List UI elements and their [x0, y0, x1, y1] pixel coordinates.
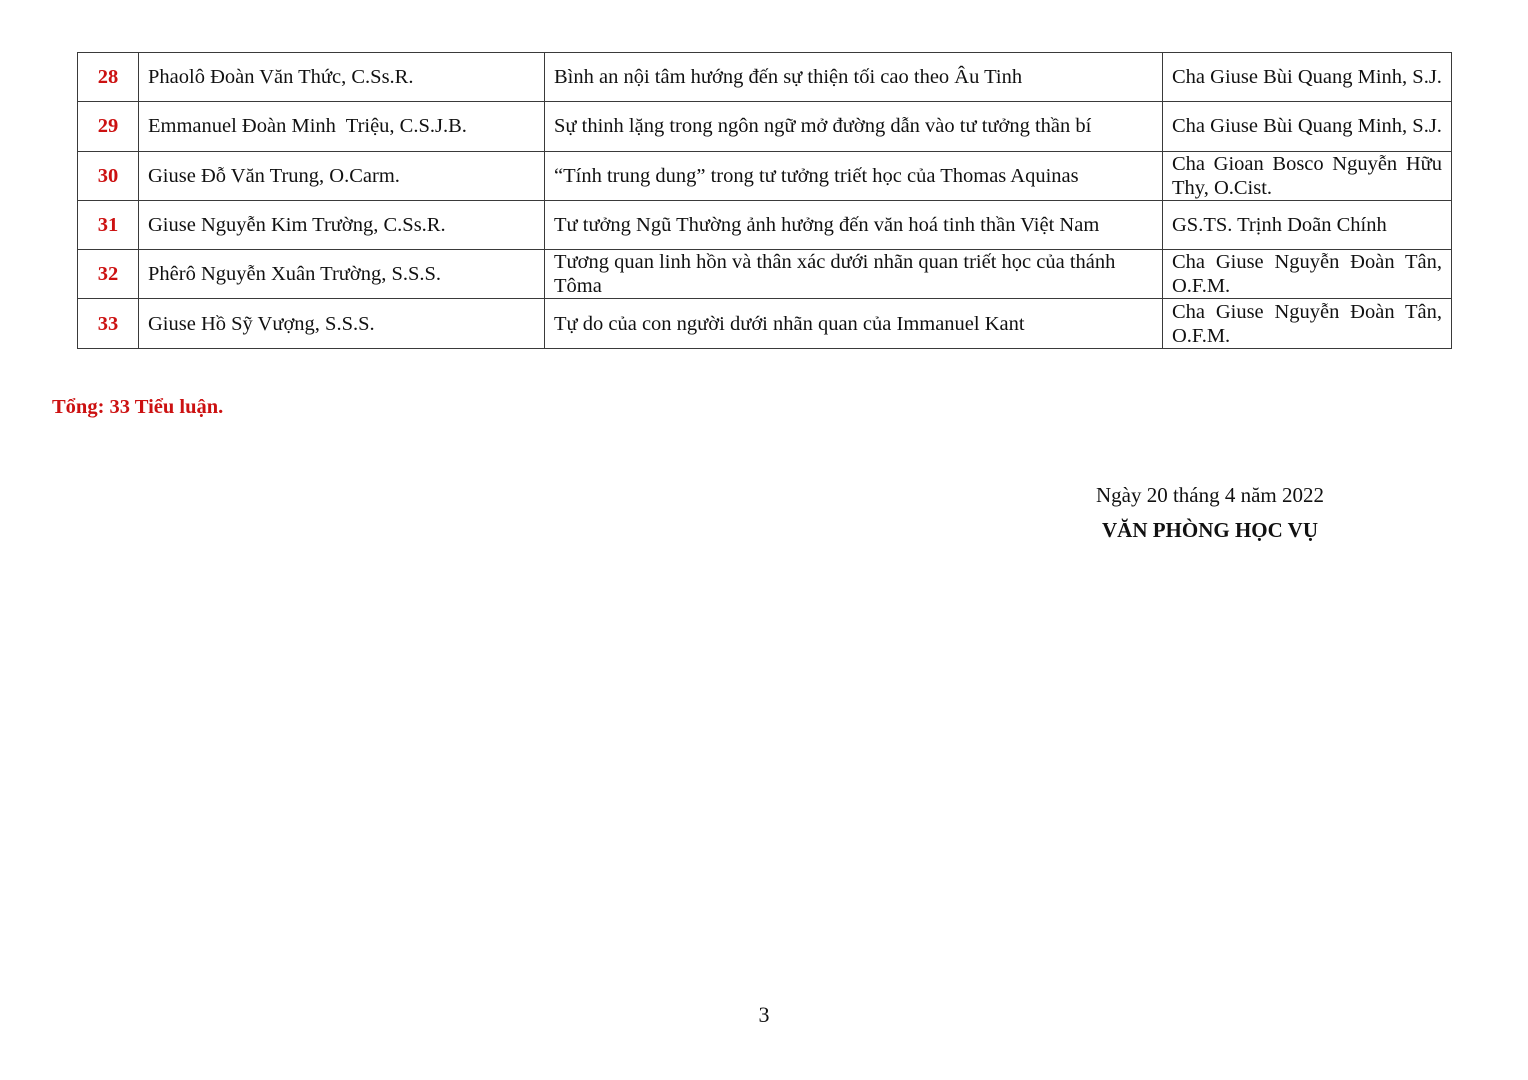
table-row — [78, 250, 1452, 299]
student-name: Phaolô Đoàn Văn Thức, C.Ss.R. — [139, 53, 545, 102]
essay-list-table — [77, 52, 1452, 349]
student-name: Giuse Đỗ Văn Trung, O.Carm. — [139, 151, 545, 200]
page-number: 3 — [758, 1002, 770, 1027]
row-number: 33 — [78, 299, 139, 348]
essay-title: “Tính trung dung” trong tư tưởng triết học của Thomas Aquinas — [545, 151, 1163, 200]
table-row — [78, 151, 1452, 200]
student-name: Giuse Hồ Sỹ Vượng, S.S.S. — [139, 299, 545, 348]
advisor-name: Cha Giuse Bùi Quang Minh, S.J. — [1163, 53, 1452, 102]
row-number: 30 — [78, 151, 139, 200]
essay-title: Tương quan linh hồn và thân xác dưới nhãn quan triết học của thánh Tôma — [545, 250, 1163, 299]
essay-title: Tự do của con người dưới nhãn quan của Immanuel Kant — [545, 299, 1163, 348]
row-number: 28 — [78, 53, 139, 102]
row-number: 32 — [78, 250, 139, 299]
table-row — [78, 299, 1452, 348]
advisor-name: Cha Gioan Bosco Nguyễn Hữu Thy, O.Cist. — [1163, 151, 1452, 200]
signature-office: VĂN PHÒNG HỌC VỤ — [1101, 518, 1319, 542]
signature-date: Ngày 20 tháng 4 năm 2022 — [1095, 483, 1325, 507]
student-name: Emmanuel Đoàn Minh Triệu, C.S.J.B. — [139, 102, 545, 151]
row-number: 31 — [78, 200, 139, 249]
essay-title: Sự thinh lặng trong ngôn ngữ mở đường dẫn vào tư tưởng thần bí — [545, 102, 1163, 151]
essay-title: Tư tưởng Ngũ Thường ảnh hưởng đến văn hoá tinh thần Việt Nam — [545, 200, 1163, 249]
table-row — [78, 200, 1452, 249]
table-row — [78, 102, 1452, 151]
row-number: 29 — [78, 102, 139, 151]
advisor-name: Cha Giuse Nguyễn Đoàn Tân, O.F.M. — [1163, 250, 1452, 299]
signature-block — [1060, 480, 1360, 546]
total-count: Tổng: 33 Tiểu luận. — [52, 396, 224, 418]
table-row — [78, 53, 1452, 102]
student-name: Giuse Nguyễn Kim Trường, C.Ss.R. — [139, 200, 545, 249]
essay-title: Bình an nội tâm hướng đến sự thiện tối cao theo Âu Tinh — [545, 53, 1163, 102]
advisor-name: GS.TS. Trịnh Doãn Chính — [1163, 200, 1452, 249]
student-name: Phêrô Nguyễn Xuân Trường, S.S.S. — [139, 250, 545, 299]
advisor-name: Cha Giuse Nguyễn Đoàn Tân, O.F.M. — [1163, 299, 1452, 348]
advisor-name: Cha Giuse Bùi Quang Minh, S.J. — [1163, 102, 1452, 151]
